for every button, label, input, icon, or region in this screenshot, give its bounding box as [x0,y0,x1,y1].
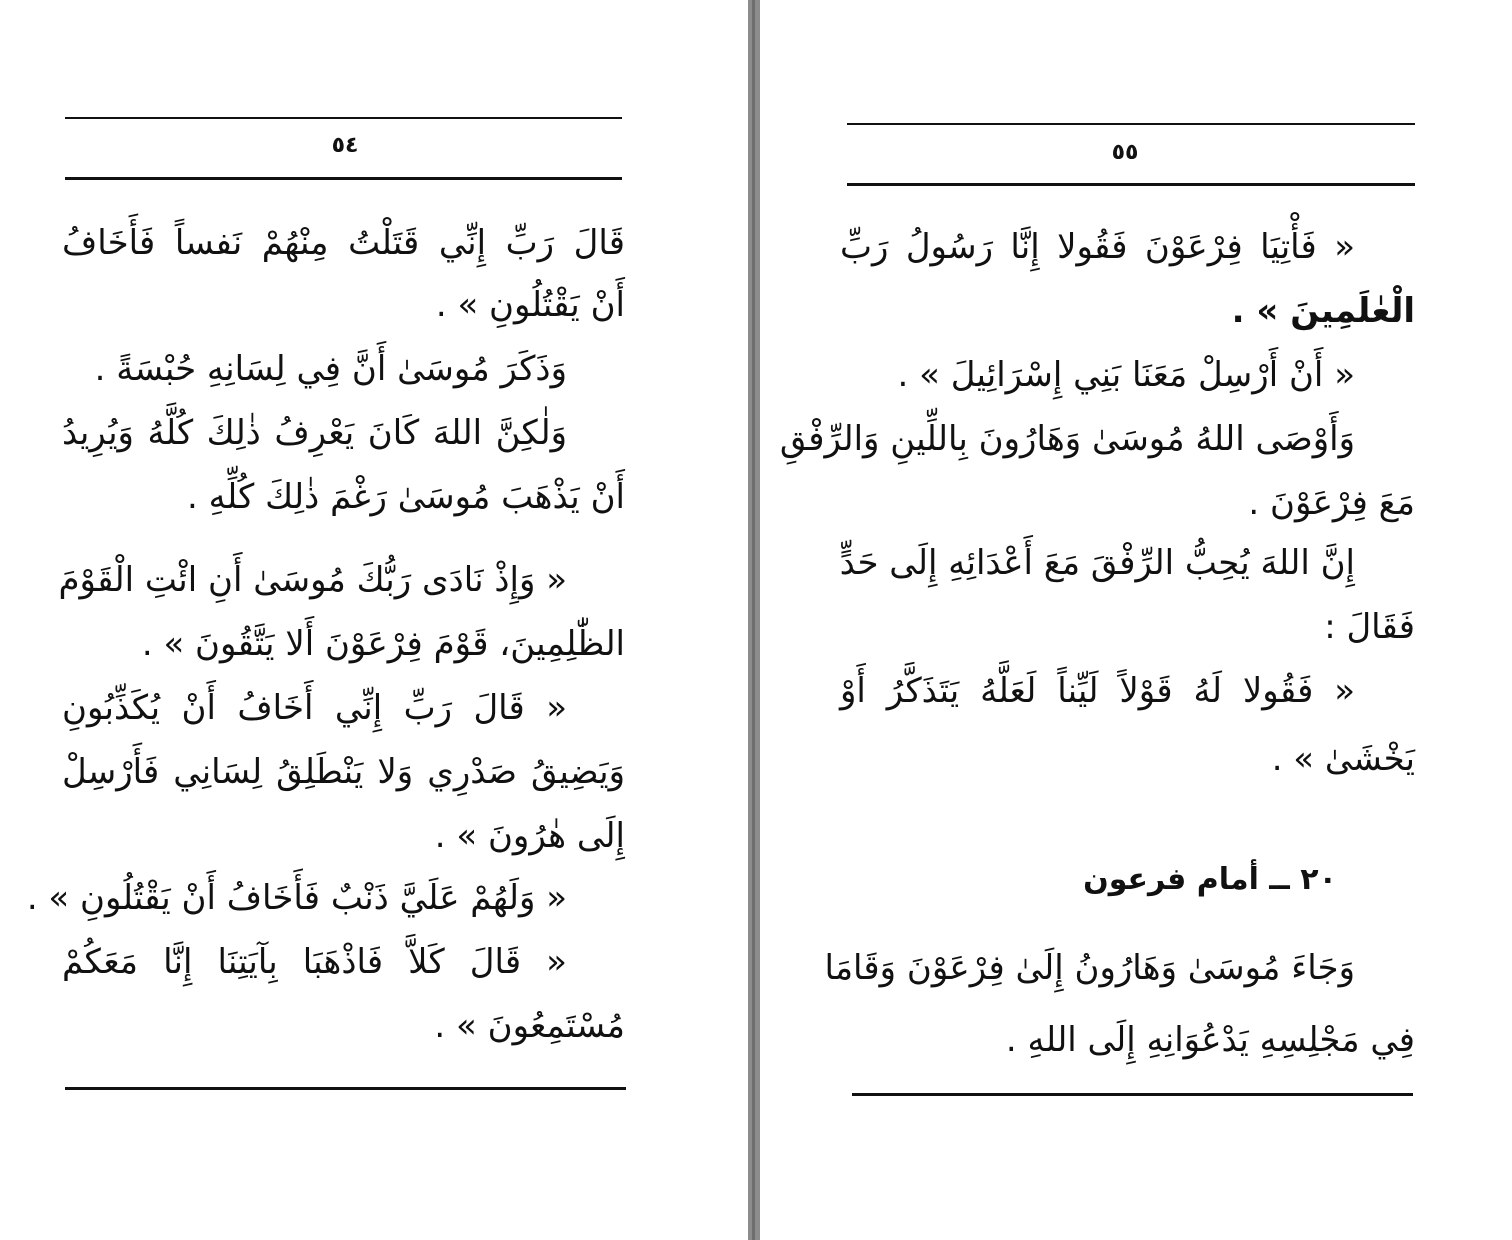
book-gutter [748,0,760,1240]
left-header-bottom-rule [65,177,622,180]
right-line-3: « أَنْ أَرْسِلْ مَعَنَا بَنِي إِسْرَائِيلَ » . [897,355,1355,395]
right-line-1: « فَأْتِيَا فِرْعَوْنَ فَقُولا إِنَّا رَسُولُ رَبِّ [840,227,1355,267]
left-line-1: قَالَ رَبِّ إِنِّي قَتَلْتُ مِنْهُمْ نَفساً فَأَخَافُ [62,223,625,263]
right-page-number: ٥٥ [1111,140,1139,165]
left-header-top-rule [65,117,622,119]
right-page [760,0,1512,1240]
left-line-2: أَنْ يَقْتُلُونِ » . [435,285,625,325]
left-line-4: وَلٰكِنَّ اللهَ كَانَ يَعْرِفُ ذٰلِكَ كُلَّهُ وَيُرِيدُ [62,413,567,453]
right-header-bottom-rule [847,183,1415,186]
right-line-5: مَعَ فِرْعَوْنَ . [1248,483,1415,523]
left-line-3: وَذَكَرَ مُوسَىٰ أَنَّ فِي لِسَانِهِ حُبْسَةً . [94,349,567,389]
left-line-6: « وَإِذْ نَادَى رَبُّكَ مُوسَىٰ أَنِ ائْتِ الْقَوْمَ [58,560,567,600]
right-line-9: يَخْشَىٰ » . [1271,739,1415,779]
right-line-6: إِنَّ اللهَ يُحِبُّ الرِّفْقَ مَعَ أَعْدَائِهِ إِلَى حَدٍّ [839,543,1355,583]
left-footer-rule [65,1087,626,1090]
right-line-2: الْعٰلَمِينَ » . [1231,291,1415,331]
right-header-top-rule [847,123,1415,125]
right-section-line-1: وَجَاءَ مُوسَىٰ وَهَارُونُ إِلَىٰ فِرْعَوْنَ وَقَامَا [824,948,1355,988]
left-line-9: وَيَضِيقُ صَدْرِي وَلا يَنْطَلِقُ لِسَانِي فَأَرْسِلْ [62,752,625,792]
right-line-7: فَقَالَ : [1324,607,1415,647]
section-heading: ٢٠ ــ أمام فرعون [1083,862,1337,897]
left-line-12: « قَالَ كَلاَّ فَاذْهَبَا بِآيَتِنَا إِنَّا مَعَكُمْ [62,942,567,982]
right-footer-rule [852,1093,1413,1096]
left-page [0,0,748,1240]
left-page-number: ٥٤ [331,133,359,158]
left-line-5: أَنْ يَذْهَبَ مُوسَىٰ رَغْمَ ذٰلِكَ كُلِّهِ . [187,477,625,517]
left-line-13: مُسْتَمِعُونَ » . [434,1006,625,1046]
left-line-11: « وَلَهُمْ عَلَيَّ ذَنْبٌ فَأَخَافُ أَنْ يَقْتُلُونِ » . [26,878,567,918]
left-line-8: « قَالَ رَبِّ إِنِّي أَخَافُ أَنْ يُكَذِّبُونِ [62,688,567,728]
left-line-7: الظّٰلِمِينَ، قَوْمَ فِرْعَوْنَ أَلا يَتَّقُونَ » . [141,624,625,664]
right-line-4: وَأَوْصَى اللهُ مُوسَىٰ وَهَارُونَ بِاللِّينِ وَالرِّفْقِ [779,419,1355,459]
left-line-10: إِلَى هٰرُونَ » . [434,816,625,856]
right-section-line-2: فِي مَجْلِسِهِ يَدْعُوَانِهِ إِلَى اللهِ . [1005,1020,1415,1060]
right-line-8: « فَقُولا لَهُ قَوْلاً لَيِّناً لَعَلَّهُ يَتَذَكَّرُ أَوْ [840,671,1355,711]
